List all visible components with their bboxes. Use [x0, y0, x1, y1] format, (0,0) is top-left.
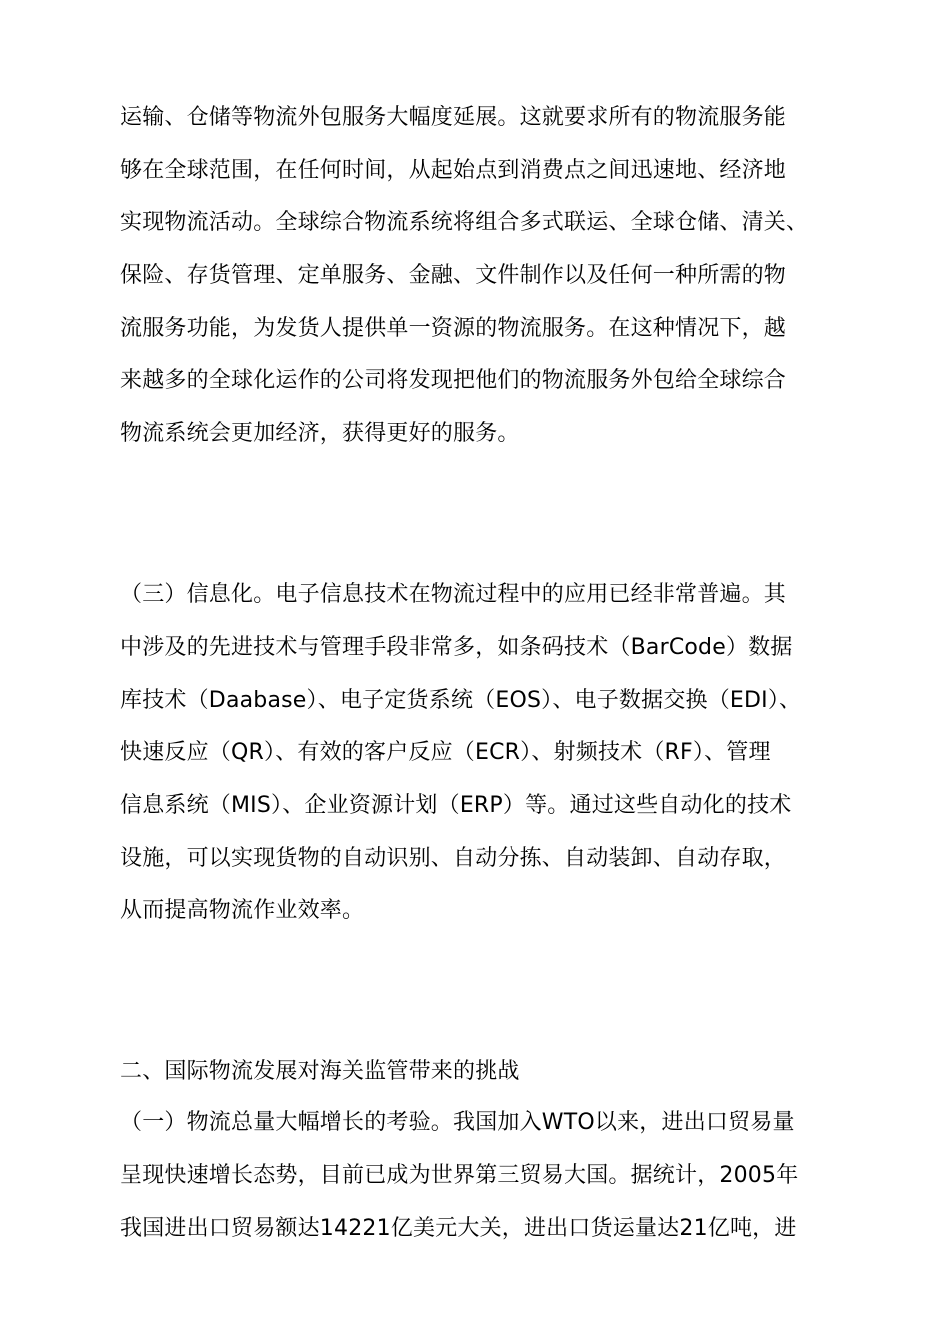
paragraph-2-line-6: 设施，可以实现货物的自动识别、自动分拣、自动装卸、自动存取，	[120, 846, 787, 871]
paragraph-3-line-1: （一）物流总量大幅增长的考验。我国加入WTO以来，进出口贸易量	[120, 1110, 795, 1135]
paragraph-2-line-5: 信息系统（MIS）、企业资源计划（ERP）等。通过这些自动化的技术	[120, 793, 792, 818]
section-heading: 二、国际物流发展对海关监管带来的挑战	[120, 1059, 520, 1084]
paragraph-1-line-2: 够在全球范围，在任何时间，从起始点到消费点之间迅速地、经济地	[120, 158, 787, 183]
paragraph-1-line-7: 物流系统会更加经济，获得更好的服务。	[120, 421, 520, 446]
paragraph-2-line-3: 库技术（Daabase）、电子定货系统（EOS）、电子数据交换（EDI）、	[120, 688, 802, 713]
paragraph-2-line-2: 中涉及的先进技术与管理手段非常多，如条码技术（BarCode）数据	[120, 635, 793, 660]
paragraph-2-line-4: 快速反应（QR）、有效的客户反应（ECR）、射频技术（RF）、管理	[120, 740, 771, 765]
paragraph-3-line-2: 呈现快速增长态势，目前已成为世界第三贸易大国。据统计，2005年	[120, 1163, 799, 1188]
paragraph-1-line-6: 来越多的全球化运作的公司将发现把他们的物流服务外包给全球综合	[120, 368, 787, 393]
paragraph-1-line-5: 流服务功能，为发货人提供单一资源的物流服务。在这种情况下，越	[120, 316, 787, 341]
paragraph-2-line-1: （三）信息化。电子信息技术在物流过程中的应用已经非常普遍。其	[120, 582, 787, 607]
paragraph-1-line-1: 运输、仓储等物流外包服务大幅度延展。这就要求所有的物流服务能	[120, 105, 787, 130]
paragraph-3-line-3: 我国进出口贸易额达14221亿美元大关，进出口货运量达21亿吨，进	[120, 1216, 797, 1241]
paragraph-1-line-3: 实现物流活动。全球综合物流系统将组合多式联运、全球仓储、清关、	[120, 210, 809, 235]
paragraph-1-line-4: 保险、存货管理、定单服务、金融、文件制作以及任何一种所需的物	[120, 263, 787, 288]
paragraph-2-line-7: 从而提高物流作业效率。	[120, 898, 365, 923]
